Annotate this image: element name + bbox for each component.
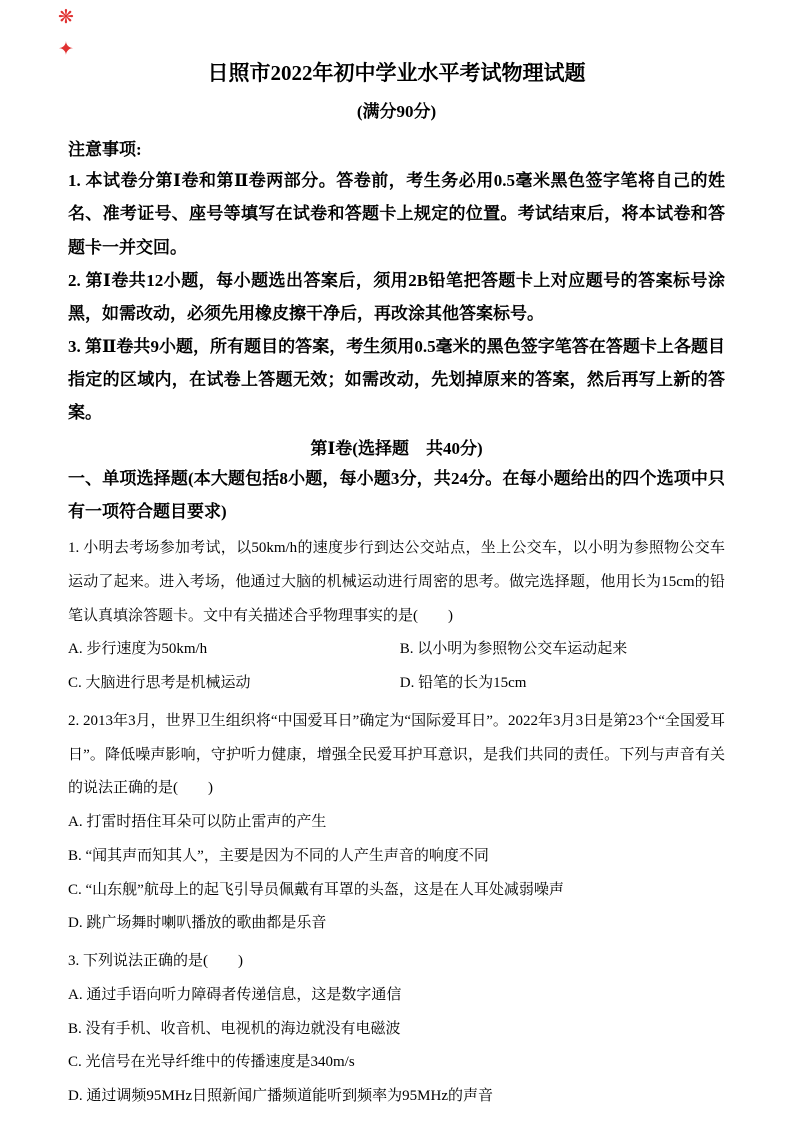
question-2-option-a: A. 打雷时捂住耳朵可以防止雷声的产生 [68, 814, 327, 831]
question-1 [68, 532, 725, 701]
question-1-option-c: C. 大脑进行思考是机械运动 [68, 675, 251, 692]
page-title: 日照市2022年初中学业水平考试物理试题 [207, 61, 586, 85]
notice-header: 注意事项: [68, 140, 142, 160]
notice-item-2: 2. 第Ⅰ卷共12小题，每小题选出答案后，须用2B铅笔把答题卡上对应题号的答案标号涂黑，如需改动，必须先用橡皮擦干净后，再改涂其他答案标号。 [68, 270, 725, 323]
score-subtitle: (满分90分) [356, 102, 437, 122]
section-instructions: 一、单项选择题(本大题包括8小题，每小题3分，共24分。在每小题给出的四个选项中只有一项符合题目要求) [68, 469, 725, 521]
red-stamp-icon-bottom: ✦ [58, 39, 74, 60]
question-2-options [68, 806, 725, 941]
red-stamp-icon-top: ❋ [58, 7, 74, 28]
question-1-option-b: B. 以小明为参照物公交车运动起来 [399, 641, 628, 658]
question-1-stem: 1. 小明去考场参加考试，以50km/h的速度步行到达公交站点，坐上公交车，以小明为参照物公交车运动了起来。进入考场，他通过大脑的机械运动进行周密的思考。做完选择题，他用长为15cm的铅笔认真填涂答题卡。文中有关描述合乎物理事实的是( ) [68, 540, 725, 624]
notice-item-1: 1. 本试卷分第Ⅰ卷和第Ⅱ卷两部分。答卷前，考生务必用0.5毫米黑色签字笔将自己的姓名、准考证号、座号等填写在试卷和答题卡上规定的位置。考试结束后，将本试卷和答题卡一并交回。 [68, 171, 725, 257]
question-3-option-b: B. 没有手机、收音机、电视机的海边就没有电磁波 [68, 1020, 401, 1037]
question-2-option-b: B. “闻其声而知其人”，主要是因为不同的人产生声音的响度不同 [68, 847, 489, 864]
question-3-option-a: A. 通过手语向听力障碍者传递信息，这是数字通信 [68, 986, 402, 1003]
question-2-option-c: C. “山东舰”航母上的起飞引导员佩戴有耳罩的头盔，这是在人耳处减弱噪声 [68, 881, 564, 898]
question-3-stem: 3. 下列说法正确的是( ) [68, 953, 243, 970]
question-3 [68, 945, 725, 1114]
notice-item-3: 3. 第Ⅱ卷共9小题，所有题目的答案，考生须用0.5毫米的黑色签字笔答在答题卡上各题目指定的区域内，在试卷上答题无效；如需改动，先划掉原来的答案，然后再写上新的答案。 [68, 336, 725, 423]
question-1-options [68, 633, 725, 701]
question-3-options [68, 979, 725, 1114]
question-1-option-a: A. 步行速度为50km/h [68, 641, 208, 658]
volume-header: 第Ⅰ卷(选择题 共40分) [310, 439, 483, 459]
question-2-stem: 2. 2013年3月，世界卫生组织将“中国爱耳日”确定为“国际爱耳日”。2022年3月3日是第23个“全国爱耳日”。降低噪声影响，守护听力健康，增强全民爱耳护耳意识，是我们共同的责任。下列与声音有关的说法正确的是( ) [68, 712, 725, 797]
question-2 [68, 705, 725, 941]
question-3-option-c: C. 光信号在光导纤维中的传播速度是340m/s [68, 1054, 355, 1071]
question-1-option-d: D. 铅笔的长为15cm [399, 675, 527, 692]
question-3-option-d: D. 通过调频95MHz日照新闻广播频道能听到频率为95MHz的声音 [68, 1088, 493, 1105]
question-2-option-d: D. 跳广场舞时喇叭播放的歌曲都是乐音 [68, 915, 327, 932]
